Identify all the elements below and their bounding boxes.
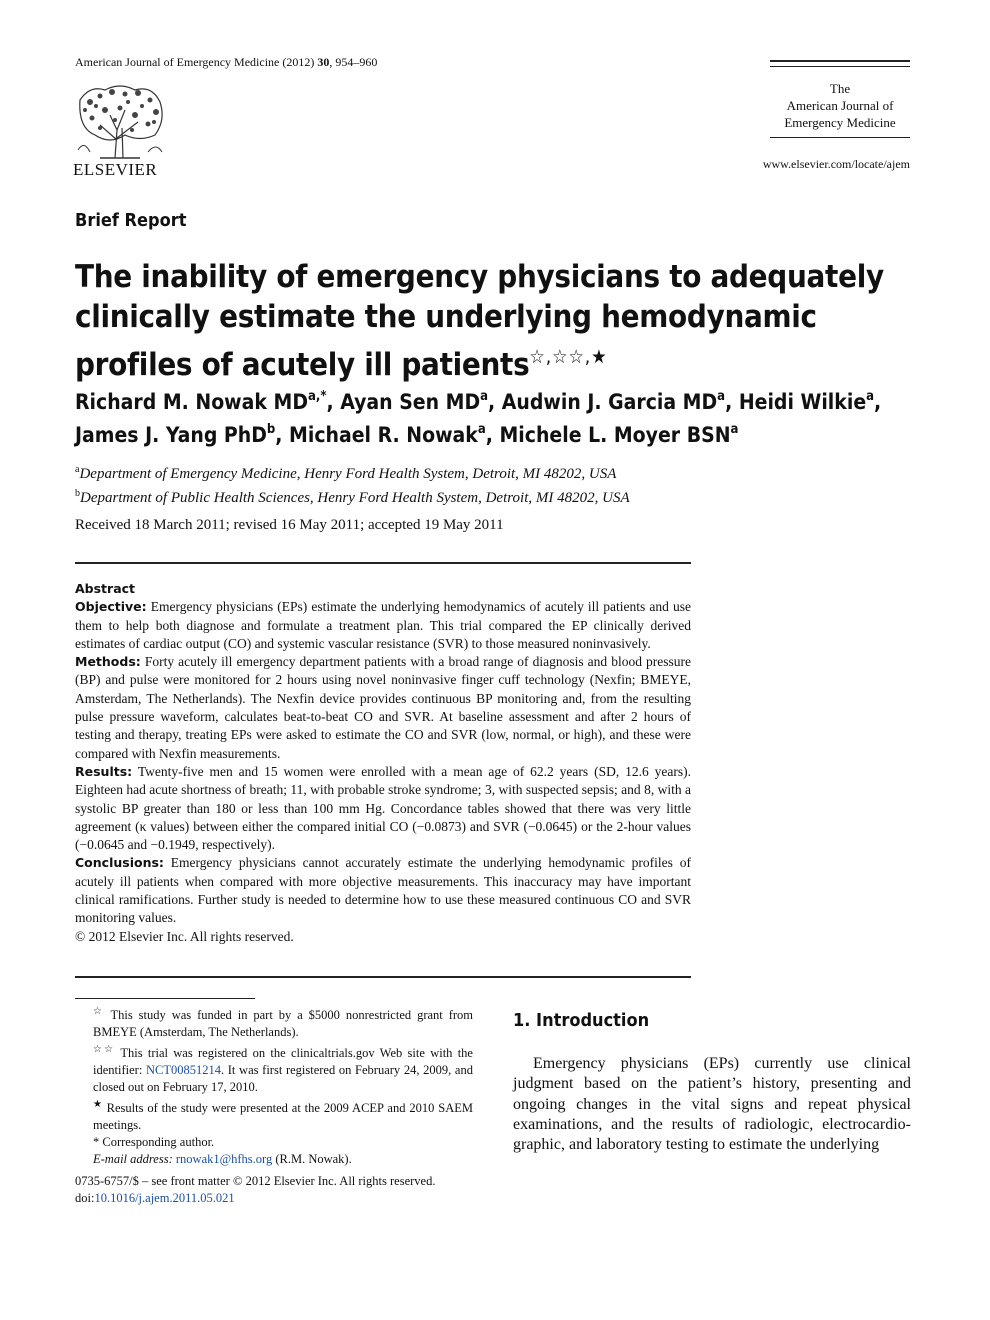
- footnotes: [75, 1003, 473, 1168]
- issn-block: [75, 1173, 475, 1207]
- author-affiliation-mark[interactable]: b: [266, 422, 276, 437]
- footnote-registration: [75, 1041, 473, 1096]
- abstract-results: [75, 763, 691, 854]
- citation-volume: 30: [317, 55, 330, 69]
- affiliation-a: [75, 460, 630, 484]
- article-title-text: The inability of emergency physicians to adequately clinically estimate the underlying hemodynamic profiles of acutely ill patients: [75, 259, 884, 383]
- footnote-text: This trial was registered on the clinicaltrials.gov Web site with the identifier:: [93, 1046, 473, 1078]
- author-name[interactable]: Michael R. Nowak: [289, 423, 478, 447]
- journal-name-line3: Emergency Medicine: [784, 115, 896, 130]
- citation-prefix: American Journal of Emergency Medicine (2012): [75, 55, 318, 69]
- footnote-mark: ☆☆: [93, 1044, 116, 1056]
- footnote-corresponding: * Corresponding author.: [93, 1135, 215, 1150]
- author-separator: ,: [275, 423, 290, 447]
- doi-label: doi:: [75, 1191, 95, 1205]
- article-type: Brief Report: [75, 210, 187, 231]
- title-footnote-marks[interactable]: ☆,☆☆,★: [529, 346, 608, 368]
- abstract: [75, 580, 691, 946]
- journal-name: [770, 80, 910, 131]
- author-name[interactable]: Michele L. Moyer BSN: [499, 423, 731, 447]
- footnote-mark: ☆: [93, 1006, 105, 1017]
- footnote-text: . It was first registered on February 24, 2009, and closed out on February 17, 2010.: [93, 1063, 473, 1095]
- methods-label: Methods:: [75, 654, 141, 670]
- footnote-mark: ★: [93, 1099, 103, 1111]
- author-list: [75, 383, 935, 449]
- affiliation-b: [75, 484, 630, 508]
- abstract-methods: [75, 653, 691, 763]
- footnote-text: Results of the study were presented at the 2009 ACEP and 2010 SAEM meetings.: [93, 1101, 473, 1133]
- results-text: Twenty-five men and 15 women were enrolled with a mean age of 62.2 years (SD, 12.6 years). Eighteen had acute shortness of breath; 11, with probable stroke syndrome; 3, with suspected sepsis; and 8, with a systolic BP greater than 180 or less than 100 mm Hg. Concordance tables showed that there was very little agreement (κ values) between either the compared initial CO (−0.0873) and SVR (−0.0645) or the 2-hour values (−0.0645 and −0.1949, respectively).: [75, 763, 691, 853]
- abstract-conclusions: [75, 854, 691, 927]
- author-name[interactable]: Ayan Sen MD: [340, 390, 481, 414]
- abstract-copyright: © 2012 Elsevier Inc. All rights reserved.: [75, 928, 294, 944]
- author-name[interactable]: Heidi Wilkie: [738, 390, 867, 414]
- objective-text: Emergency physicians (EPs) estimate the underlying hemodynamics of acutely ill patients and use them to help both diagnose and formulate a treatment plan. This trial compared the EP clinically derived estimates of cardiac output (CO) and systemic vascular resistance (SVR) to those measured noninvasively.: [75, 599, 692, 651]
- abstract-rule-top: [75, 562, 691, 564]
- journal-citation: [75, 55, 377, 70]
- author-affiliation-mark[interactable]: a,*: [308, 389, 327, 404]
- footnote-rule: [75, 998, 255, 999]
- author-separator: ,: [485, 423, 500, 447]
- article-title: [75, 257, 925, 385]
- email-owner: (R.M. Nowak).: [272, 1152, 352, 1167]
- author-separator: ,: [488, 390, 502, 414]
- journal-url[interactable]: www.elsevier.com/locate/ajem: [762, 157, 910, 171]
- author-name[interactable]: Richard M. Nowak MD: [75, 390, 309, 414]
- affiliation-mark: a: [75, 464, 80, 475]
- journal-name-line1: The: [829, 81, 851, 96]
- email-link[interactable]: rnowak1@hfhs.org: [175, 1152, 273, 1167]
- footnote-text: This study was funded in part by a $5000 nonrestricted grant from BMEYE (Amsterdam, The Netherlands).: [93, 1008, 473, 1040]
- journal-name-line2: American Journal of: [786, 98, 894, 113]
- author-affiliation-mark[interactable]: a: [717, 389, 726, 404]
- introduction-text: Emergency physicians (EPs) currently use clinical judgment based on the patient’s history, presenting and ongoing changes in the vital signs and repeat physical examinations, and the results of radiologic, electrocardio-graphic, and laboratory testing to estimate the underlying: [513, 1055, 911, 1154]
- journal-rule-top-thin: [770, 66, 910, 67]
- doi-link[interactable]: 10.1016/j.ajem.2011.05.021: [94, 1191, 235, 1205]
- conclusions-text: Emergency physicians cannot accurately estimate the underlying hemodynamic profiles of acutely ill patients when compared with more objective measurements. This inaccuracy may have important clinical ramifications. Further study is needed to determine how to use these measured continuous CO and SVR monitoring values.: [75, 855, 692, 926]
- affiliations: [75, 460, 630, 508]
- introduction-heading: 1. Introduction: [513, 1010, 650, 1031]
- author-separator: ,: [725, 390, 739, 414]
- publisher-name: ELSEVIER: [73, 160, 158, 179]
- author-separator: ,: [874, 390, 882, 414]
- doi-line: [75, 1190, 475, 1207]
- author-name[interactable]: Audwin J. Garcia MD: [501, 390, 718, 414]
- abstract-heading: Abstract: [75, 581, 136, 596]
- methods-text: Forty acutely ill emergency department patients with a broad range of diagnosis and blood pressure (BP) and pulse were monitored for 2 hours using novel noninvasive finger cuff technology (Nexfin; BMEYE, Amsterdam, The Netherlands). The Nexfin device provides continuous BP monitoring and, from the resulting pulse pressure waveform, calculates beat-to-beat CO and SVR. At baseline assessment and after 2 hours of testing and therapy, treating EPs were asked to estimate the CO and SVR (low, normal, or high), and these were compared with Nexfin measurements.: [75, 654, 691, 761]
- email-label: E-mail address:: [93, 1152, 176, 1167]
- affiliation-mark: b: [75, 488, 80, 499]
- author-affiliation-mark[interactable]: a: [480, 389, 489, 404]
- issn-line: 0735-6757/$ – see front matter © 2012 Elsevier Inc. All rights reserved.: [75, 1174, 436, 1188]
- journal-rule-bottom: [770, 137, 910, 138]
- author-affiliation-mark[interactable]: a: [477, 422, 486, 437]
- author-name[interactable]: James J. Yang PhD: [75, 423, 267, 447]
- objective-label: Objective:: [75, 599, 147, 615]
- footnote-presentation: [75, 1096, 473, 1134]
- author-affiliation-mark[interactable]: a: [730, 422, 739, 437]
- author-separator: ,: [326, 390, 341, 414]
- author-affiliation-mark[interactable]: a: [866, 389, 875, 404]
- affiliation-text: Department of Public Health Sciences, Henry Ford Health System, Detroit, MI 48202, USA: [80, 490, 630, 506]
- results-label: Results:: [75, 763, 133, 779]
- conclusions-label: Conclusions:: [75, 855, 164, 871]
- journal-rule-top: [770, 60, 910, 62]
- affiliation-text: Department of Emergency Medicine, Henry Ford Health System, Detroit, MI 48202, USA: [79, 466, 617, 482]
- footnote-email: [75, 1151, 473, 1168]
- article-history: Received 18 March 2011; revised 16 May 2011; accepted 19 May 2011: [75, 517, 504, 533]
- abstract-objective: [75, 598, 691, 653]
- citation-pages: , 954–960: [329, 55, 378, 69]
- trial-id-link[interactable]: NCT00851214: [145, 1063, 221, 1078]
- abstract-rule-bottom: [75, 976, 691, 978]
- footnote-funding: [75, 1003, 473, 1041]
